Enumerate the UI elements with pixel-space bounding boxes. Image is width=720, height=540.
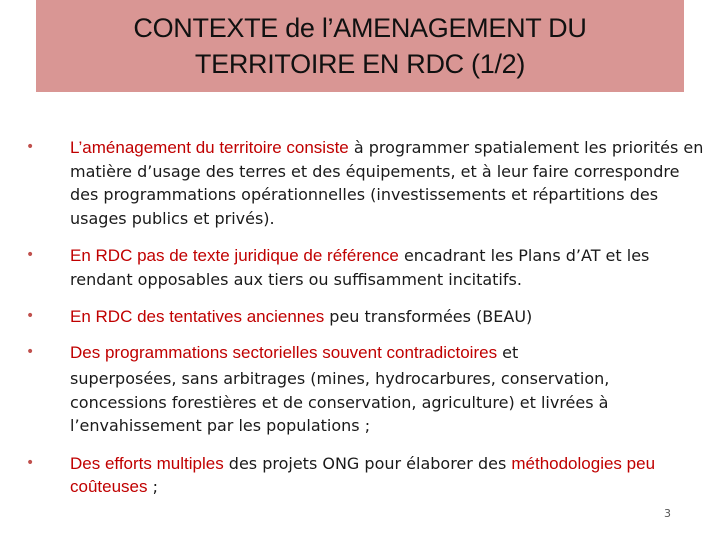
title-line-1: CONTEXTE de l’AMENAGEMENT DU <box>133 13 587 43</box>
bullet-item <box>26 244 706 291</box>
bullet-dot-icon: • <box>26 343 35 360</box>
bullet-lead: Des programmations sectorielles souvent contradictoires <box>70 342 498 362</box>
bullet-lead: En RDC pas de texte juridique de référence <box>70 246 399 265</box>
bullet-lead: Des efforts multiples <box>70 453 224 473</box>
title-line-2: TERRITOIRE EN RDC (1/2) <box>194 49 526 79</box>
bullet-text: peu transformées (BEAU) <box>324 307 533 326</box>
bullet-lead-secondary: méthodologies peu coûteuses <box>70 453 656 496</box>
bullet-text-end: ; <box>147 477 158 496</box>
bullet-item <box>26 305 706 329</box>
bullet-text: et <box>497 342 519 362</box>
bullet-item <box>26 341 706 438</box>
slide-title <box>133 10 586 82</box>
bullet-dot-icon: • <box>26 139 35 155</box>
bullet-text: des projets ONG pour élaborer des <box>223 453 512 473</box>
bullet-item <box>26 452 706 499</box>
bullet-text: encadrant les Plans d’AT et les rendant opposables aux tiers ou suffisamment incitatifs. <box>70 246 650 289</box>
bullet-lead: L’aménagement du territoire consiste <box>70 138 349 157</box>
bullet-text: à programmer spatialement les priorités en matière d’usage des terres et des équipements, et à leur faire correspondre des programmations opérationnelles (investissements et répartitions des usages publics et privés). <box>70 138 704 228</box>
bullet-dot-icon: • <box>26 247 35 263</box>
bullet-item <box>26 136 706 230</box>
bullet-lead: En RDC des tentatives anciennes <box>70 307 325 326</box>
bullet-list <box>26 136 706 499</box>
page-number: 3 <box>664 507 671 520</box>
bullet-dot-icon: • <box>26 454 35 471</box>
bullet-text-continued: superposées, sans arbitrages (mines, hydrocarbures, conservation, concessions forestières et de conservation, agriculture) et livrées à l’envahissement par les populations ; <box>70 369 610 435</box>
bullet-first-line <box>70 341 706 365</box>
bullet-dot-icon: • <box>26 308 35 324</box>
title-banner <box>36 0 684 92</box>
